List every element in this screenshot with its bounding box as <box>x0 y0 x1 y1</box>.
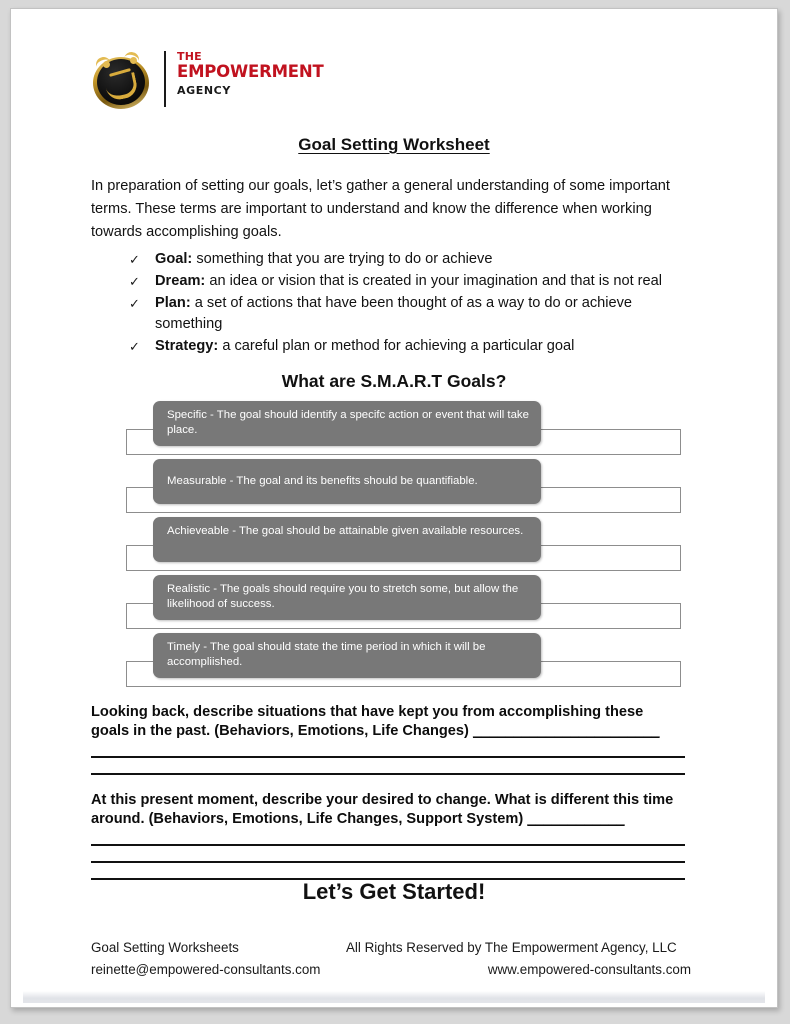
definition-body: an idea or vision that is created in your imagination and that is not real <box>205 273 663 289</box>
footer-row-top <box>91 937 691 959</box>
footer-website[interactable]: www.empowered-consultants.com <box>487 962 691 977</box>
definition-body: a careful plan or method for achieving a particular goal <box>218 338 575 354</box>
footer-row-bottom <box>91 959 691 981</box>
list-item <box>129 336 695 357</box>
definition-body: something that you are trying to do or achieve <box>192 251 493 267</box>
definition-text <box>155 336 695 357</box>
list-item <box>129 293 695 335</box>
smart-item-realistic <box>116 575 696 633</box>
prompt-line-1: Looking back, describe situations that have kept you from accomplishing these <box>91 704 644 720</box>
smart-label-realistic: Realistic - The goals should require you to stretch some, but allow the likelihood of success. <box>153 575 541 620</box>
logo-line-empowerment: EMPOWERMENT <box>177 62 324 81</box>
prompt-looking-back <box>91 703 685 775</box>
closing-heading: Let’s Get Started! <box>302 879 486 904</box>
prompt-line-1: At this present moment, describe your desired to change. What is different this <box>91 792 640 808</box>
prompt-present-moment <box>91 791 685 880</box>
prompt-fill-blank[interactable]: ____________ <box>527 811 625 827</box>
empowerment-agency-logo-icon <box>91 49 153 111</box>
prompt-fill-blank[interactable]: _______________________ <box>472 723 660 739</box>
writing-line[interactable] <box>91 773 685 775</box>
logo-line-the: THE <box>177 50 202 63</box>
writing-line[interactable] <box>91 756 685 758</box>
smart-item-timely <box>116 633 696 691</box>
smart-goals-list <box>116 401 696 691</box>
prompt-present-moment-text <box>91 791 685 829</box>
definition-term: Strategy: <box>155 338 219 354</box>
page-footer <box>91 937 691 981</box>
logo-line-agency: AGENCY <box>177 84 231 97</box>
checkmark-icon: ✓ <box>129 274 140 289</box>
prompt-line-2: goals in the past. (Behaviors, Emotions, Life Changes) <box>91 723 473 739</box>
smart-label-timely: Timely - The goal should state the time period in which it will be accompliished. <box>153 633 541 678</box>
page-title: Goal Setting Worksheet <box>298 135 490 154</box>
smart-label-measurable: Measurable - The goal and its benefits should be quantifiable. <box>153 459 541 504</box>
document-page <box>10 8 778 1008</box>
smart-goals-heading: What are S.M.A.R.T Goals? <box>281 371 507 391</box>
smart-label-specific: Specific - The goal should identify a specifc action or event that will take place. <box>153 401 541 446</box>
list-item <box>129 249 695 270</box>
intro-paragraph: In preparation of setting our goals, let’s gather a general understanding of some important terms. These terms are important to understand and know the difference when working towards accomplishing goals. <box>91 178 670 240</box>
definition-text <box>155 293 695 335</box>
definition-term: Goal: <box>155 251 193 267</box>
logo-wordmark <box>177 49 324 98</box>
checkmark-icon: ✓ <box>129 252 140 267</box>
smart-label-achieveable: Achieveable - The goal should be attainable given available resources. <box>153 517 541 562</box>
brand-header <box>91 49 324 111</box>
smart-item-specific <box>116 401 696 459</box>
footer-rights-notice: All Rights Reserved by The Empowerment Agency, LLC <box>346 940 677 955</box>
page-content <box>11 9 777 1007</box>
smart-item-achieveable <box>116 517 696 575</box>
definition-term: Dream: <box>155 273 206 289</box>
writing-line[interactable] <box>91 861 685 863</box>
prompt-looking-back-text <box>91 703 685 741</box>
definition-text <box>155 249 695 270</box>
footer-worksheet-name: Goal Setting Worksheets <box>91 940 239 955</box>
logo-divider <box>164 51 166 107</box>
list-item <box>129 271 695 292</box>
checkmark-icon: ✓ <box>129 339 140 354</box>
footer-email[interactable]: reinette@empowered-consultants.com <box>91 962 321 977</box>
definition-body: a set of actions that have been thought of as a way to do or achieve something <box>155 295 633 332</box>
checkmark-icon: ✓ <box>129 296 140 311</box>
writing-line[interactable] <box>91 844 685 846</box>
smart-item-measurable <box>116 459 696 517</box>
definition-term: Plan: <box>155 295 191 311</box>
scan-artifact <box>23 991 765 1003</box>
definition-text <box>155 271 695 292</box>
prompt-line-2: time around. (Behaviors, Emotions, Life Changes, Support System) <box>91 792 674 827</box>
definitions-list <box>129 249 695 358</box>
